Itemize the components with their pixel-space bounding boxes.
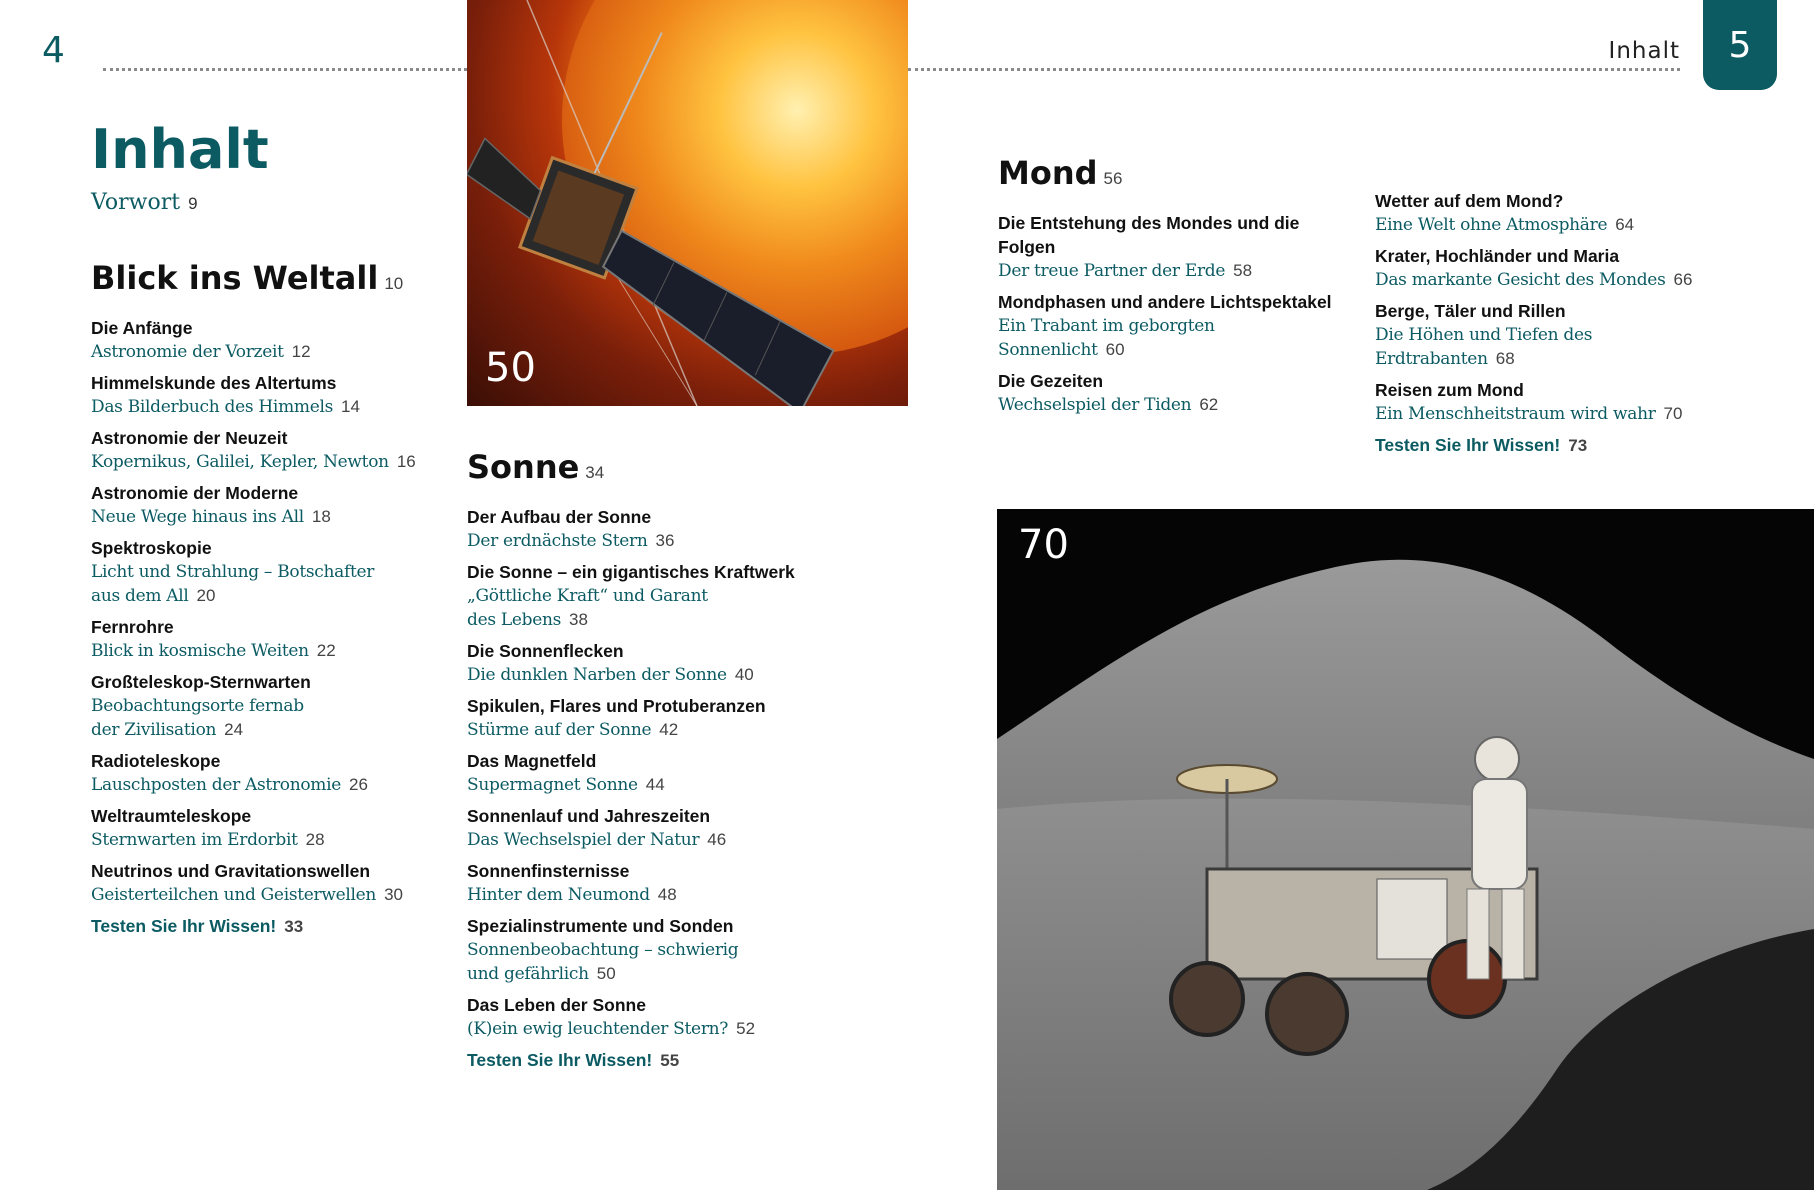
toc-entry-subtitle bbox=[91, 560, 441, 584]
toc-entry-page: 16 bbox=[396, 452, 416, 471]
photo-page-label: 50 bbox=[485, 345, 536, 391]
toc-entry-subtitle-text: und gefährlich bbox=[467, 964, 589, 984]
toc-entry-page: 38 bbox=[569, 610, 588, 629]
toc-entry[interactable] bbox=[1375, 299, 1775, 371]
toc-entry-page: 40 bbox=[734, 665, 754, 684]
toc-entry-page: 44 bbox=[645, 775, 665, 794]
toc-entry[interactable] bbox=[467, 505, 847, 553]
toc-entry-subtitle bbox=[998, 259, 1358, 283]
header-dotted-rule-right bbox=[908, 68, 1680, 71]
section-heading-page: 10 bbox=[384, 274, 404, 293]
quiz-page: 33 bbox=[284, 917, 304, 936]
toc-entry-subtitle-text: Das Bilderbuch des Himmels bbox=[91, 397, 334, 417]
toc-entry-title: Astronomie der Moderne bbox=[91, 483, 299, 503]
toc-entry-page: 50 bbox=[596, 964, 616, 983]
toc-entry-subtitle-text: Sonnenlicht bbox=[998, 340, 1098, 360]
toc-entry-subtitle bbox=[91, 718, 441, 742]
toc-entry-title: Das Magnetfeld bbox=[467, 751, 597, 771]
toc-entry-subtitle bbox=[1375, 347, 1775, 371]
toc-entry-page: 68 bbox=[1495, 349, 1515, 368]
toc-entry-page: 14 bbox=[341, 397, 360, 416]
quiz-label: Testen Sie Ihr Wissen! bbox=[467, 1050, 653, 1070]
toc-entry-subtitle-text: (K)ein ewig leuchtender Stern? bbox=[467, 1019, 729, 1039]
toc-entry-title: Die Sonnenflecken bbox=[467, 641, 624, 661]
toc-entry-subtitle bbox=[998, 338, 1358, 362]
toc-entry-subtitle bbox=[467, 663, 847, 687]
toc-entry-subtitle-text: Geisterteilchen und Geisterwellen bbox=[91, 885, 377, 905]
header-dotted-rule-left bbox=[103, 68, 467, 71]
toc-section-mond bbox=[998, 153, 1358, 424]
toc-entry[interactable] bbox=[91, 316, 441, 364]
toc-entry-subtitle-text: Ein Menschheitstraum wird wahr bbox=[1375, 404, 1656, 424]
section-heading-title: Blick ins Weltall bbox=[91, 259, 379, 297]
toc-entry-subtitle bbox=[91, 505, 441, 529]
toc-entry-subtitle-text: Astronomie der Vorzeit bbox=[91, 342, 284, 362]
toc-entry-subtitle bbox=[91, 828, 441, 852]
toc-entry-title: Das Leben der Sonne bbox=[467, 995, 646, 1015]
toc-entry-title: Krater, Hochländer und Maria bbox=[1375, 246, 1620, 266]
toc-section-sonne bbox=[467, 447, 847, 1073]
toc-entry-subtitle bbox=[467, 938, 847, 962]
toc-entry-title: Die Sonne – ein gigantisches Kraftwerk bbox=[467, 562, 795, 582]
toc-entry[interactable] bbox=[1375, 378, 1775, 426]
toc-entry-subtitle bbox=[1375, 402, 1775, 426]
toc-entry-page: 24 bbox=[224, 720, 244, 739]
toc-entry-subtitle-text: der Zivilisation bbox=[91, 720, 217, 740]
toc-entry-title: Neutrinos und Gravitationswellen bbox=[91, 861, 371, 881]
toc-entry-title: Großteleskop-Sternwarten bbox=[91, 672, 311, 692]
toc-entry[interactable] bbox=[998, 211, 1358, 283]
quiz-label: Testen Sie Ihr Wissen! bbox=[1375, 435, 1561, 455]
toc-entry-title: Himmelskunde des Altertums bbox=[91, 373, 337, 393]
toc-entry-subtitle-text: Blick in kosmische Weiten bbox=[91, 641, 309, 661]
lunar-rover-illustration bbox=[997, 509, 1814, 1190]
toc-entry-page: 62 bbox=[1199, 395, 1219, 414]
toc-entry-title: Die Entstehung des Mondes und die Folgen bbox=[998, 213, 1300, 257]
toc-entry[interactable] bbox=[91, 615, 441, 663]
toc-entry[interactable] bbox=[467, 804, 847, 852]
toc-entry-subtitle bbox=[91, 450, 441, 474]
toc-entry-page: 60 bbox=[1105, 340, 1125, 359]
toc-entry-page: 64 bbox=[1615, 215, 1635, 234]
toc-entry-subtitle bbox=[91, 395, 441, 419]
toc-entry-subtitle-text: Supermagnet Sonne bbox=[467, 775, 638, 795]
toc-entry-subtitle-text: Wechselspiel der Tiden bbox=[998, 395, 1192, 415]
toc-entry-subtitle bbox=[467, 883, 847, 907]
quiz-entry[interactable] bbox=[91, 914, 441, 939]
toc-entry-subtitle bbox=[467, 584, 847, 608]
toc-entry-subtitle-text: Licht und Strahlung – Botschafter bbox=[91, 562, 375, 582]
toc-entry-title: Spezialinstrumente und Sonden bbox=[467, 916, 734, 936]
quiz-page: 73 bbox=[1568, 436, 1588, 455]
section-heading[interactable] bbox=[467, 447, 847, 493]
toc-entry-title: Reisen zum Mond bbox=[1375, 380, 1524, 400]
toc-entry[interactable] bbox=[998, 290, 1358, 362]
toc-entry-page: 66 bbox=[1673, 270, 1693, 289]
right-page-number-tab bbox=[1703, 0, 1777, 90]
toc-entry-title: Sonnenfinsternisse bbox=[467, 861, 630, 881]
section-heading-page: 56 bbox=[1103, 169, 1123, 188]
toc-entry-title: Astronomie der Neuzeit bbox=[91, 428, 288, 448]
toc-entry-page: 18 bbox=[311, 507, 331, 526]
toc-entry[interactable] bbox=[91, 670, 441, 742]
toc-entry[interactable] bbox=[91, 371, 441, 419]
toc-entry[interactable] bbox=[467, 993, 847, 1041]
toc-entry-subtitle-text: Neue Wege hinaus ins All bbox=[91, 507, 304, 527]
toc-entry-title: Der Aufbau der Sonne bbox=[467, 507, 652, 527]
toc-entry-subtitle bbox=[467, 608, 847, 632]
toc-entry-subtitle-text: Kopernikus, Galilei, Kepler, Newton bbox=[91, 452, 389, 472]
toc-entry[interactable] bbox=[467, 749, 847, 797]
quiz-label: Testen Sie Ihr Wissen! bbox=[91, 916, 277, 936]
toc-entry-subtitle-text: Die Höhen und Tiefen des bbox=[1375, 325, 1593, 345]
section-heading-title: Mond bbox=[998, 154, 1098, 192]
running-header-title: Inhalt bbox=[1608, 38, 1680, 64]
toc-entry-subtitle-text: Ein Trabant im geborgten bbox=[998, 316, 1215, 336]
toc-entry-subtitle-text: Das Wechselspiel der Natur bbox=[467, 830, 700, 850]
toc-entry[interactable] bbox=[467, 694, 847, 742]
toc-entry[interactable] bbox=[467, 914, 847, 986]
toc-entry[interactable] bbox=[91, 426, 441, 474]
toc-entry-title: Spikulen, Flares und Protuberanzen bbox=[467, 696, 766, 716]
toc-entry[interactable] bbox=[1375, 244, 1775, 292]
toc-entry[interactable] bbox=[91, 536, 441, 608]
toc-entry[interactable] bbox=[91, 481, 441, 529]
toc-entry-title: Sonnenlauf und Jahreszeiten bbox=[467, 806, 711, 826]
toc-entry-title: Weltraumteleskope bbox=[91, 806, 252, 826]
toc-entry-subtitle-text: Erdtrabanten bbox=[1375, 349, 1488, 369]
toc-entry-subtitle-text: Hinter dem Neumond bbox=[467, 885, 650, 905]
toc-entry-subtitle-text: Stürme auf der Sonne bbox=[467, 720, 652, 740]
toc-entry-subtitle bbox=[467, 529, 847, 553]
vorwort-page: 9 bbox=[188, 194, 198, 213]
toc-entry-title: Mondphasen und andere Lichtspektakel bbox=[998, 292, 1332, 312]
toc-entry[interactable] bbox=[998, 369, 1358, 417]
toc-entry[interactable] bbox=[1375, 189, 1775, 237]
toc-entry-page: 28 bbox=[305, 830, 325, 849]
toc-entry-page: 12 bbox=[291, 342, 311, 361]
toc-entry-page: 26 bbox=[349, 775, 368, 794]
toc-entry-subtitle-text: Sonnenbeobachtung – schwierig bbox=[467, 940, 739, 960]
toc-entry[interactable] bbox=[91, 859, 441, 907]
toc-entry-subtitle-text: Der treue Partner der Erde bbox=[998, 261, 1226, 281]
toc-entry-page: 48 bbox=[657, 885, 677, 904]
right-page-number: 5 bbox=[1728, 24, 1752, 66]
toc-entry-title: Die Gezeiten bbox=[998, 371, 1104, 391]
toc-entry-subtitle bbox=[467, 828, 847, 852]
section-heading[interactable] bbox=[998, 153, 1358, 199]
toc-entry-subtitle bbox=[467, 962, 847, 986]
toc-entry-subtitle bbox=[91, 694, 441, 718]
toc-entry-title: Fernrohre bbox=[91, 617, 174, 637]
toc-entry-subtitle-text: Eine Welt ohne Atmosphäre bbox=[1375, 215, 1608, 235]
toc-entry-subtitle bbox=[91, 639, 441, 663]
moon-rover-photo bbox=[997, 509, 1814, 1190]
toc-entry-subtitle bbox=[998, 393, 1358, 417]
toc-section-weltall bbox=[91, 258, 441, 939]
toc-entry[interactable] bbox=[467, 639, 847, 687]
toc-entry-subtitle bbox=[1375, 323, 1775, 347]
toc-entry[interactable] bbox=[467, 560, 847, 632]
vorwort-label: Vorwort bbox=[91, 190, 181, 215]
toc-entry-page: 58 bbox=[1233, 261, 1253, 280]
toc-entry-subtitle bbox=[91, 584, 441, 608]
toc-entry-title: Spektroskopie bbox=[91, 538, 212, 558]
toc-entry-subtitle-text: aus dem All bbox=[91, 586, 189, 606]
section-heading-page: 34 bbox=[585, 463, 605, 482]
photo-page-label: 70 bbox=[1018, 522, 1069, 568]
toc-entry-title: Wetter auf dem Mond? bbox=[1375, 191, 1564, 211]
toc-entry-subtitle bbox=[467, 1017, 847, 1041]
toc-entry-page: 36 bbox=[655, 531, 675, 550]
section-heading-title: Sonne bbox=[467, 448, 580, 486]
toc-entry-subtitle-text: des Lebens bbox=[467, 610, 562, 630]
toc-entry-subtitle bbox=[467, 773, 847, 797]
toc-entry-subtitle bbox=[1375, 213, 1775, 237]
toc-entry-page: 30 bbox=[384, 885, 403, 904]
toc-entry[interactable] bbox=[91, 749, 441, 797]
toc-entry-subtitle bbox=[91, 883, 441, 907]
toc-entry-title: Berge, Täler und Rillen bbox=[1375, 301, 1566, 321]
toc-entry-page: 22 bbox=[316, 641, 336, 660]
toc-entry-page: 70 bbox=[1663, 404, 1683, 423]
toc-section-mond-continued bbox=[1375, 189, 1775, 458]
toc-entry-subtitle bbox=[998, 314, 1358, 338]
toc-entry-page: 20 bbox=[196, 586, 216, 605]
toc-entry-page: 52 bbox=[736, 1019, 756, 1038]
toc-entry-subtitle-text: „Göttliche Kraft“ und Garant bbox=[467, 586, 708, 606]
toc-entry-subtitle-text: Sternwarten im Erdorbit bbox=[91, 830, 298, 850]
toc-entry-subtitle-text: Das markante Gesicht des Mondes bbox=[1375, 270, 1666, 290]
toc-entry-title: Radioteleskope bbox=[91, 751, 221, 771]
toc-entry-subtitle-text: Lauschposten der Astronomie bbox=[91, 775, 342, 795]
left-page-number: 4 bbox=[42, 30, 65, 71]
toc-title: Inhalt bbox=[91, 118, 269, 181]
toc-entry-subtitle-text: Die dunklen Narben der Sonne bbox=[467, 665, 727, 685]
toc-entry-subtitle bbox=[91, 773, 441, 797]
quiz-page: 55 bbox=[660, 1051, 680, 1070]
vorwort-entry[interactable] bbox=[91, 190, 198, 215]
toc-entry-title: Die Anfänge bbox=[91, 318, 193, 338]
solar-orbiter-photo bbox=[467, 0, 908, 406]
quiz-entry[interactable] bbox=[467, 1048, 847, 1073]
toc-entry-page: 46 bbox=[707, 830, 727, 849]
toc-entry-page: 42 bbox=[659, 720, 679, 739]
quiz-entry[interactable] bbox=[1375, 433, 1775, 458]
toc-entry-subtitle bbox=[467, 718, 847, 742]
section-heading[interactable] bbox=[91, 258, 441, 304]
toc-entry-subtitle-text: Beobachtungsorte fernab bbox=[91, 696, 304, 716]
toc-entry-subtitle bbox=[1375, 268, 1775, 292]
toc-entry[interactable] bbox=[467, 859, 847, 907]
toc-entry-subtitle bbox=[91, 340, 441, 364]
toc-entry-subtitle-text: Der erdnächste Stern bbox=[467, 531, 648, 551]
toc-entry[interactable] bbox=[91, 804, 441, 852]
